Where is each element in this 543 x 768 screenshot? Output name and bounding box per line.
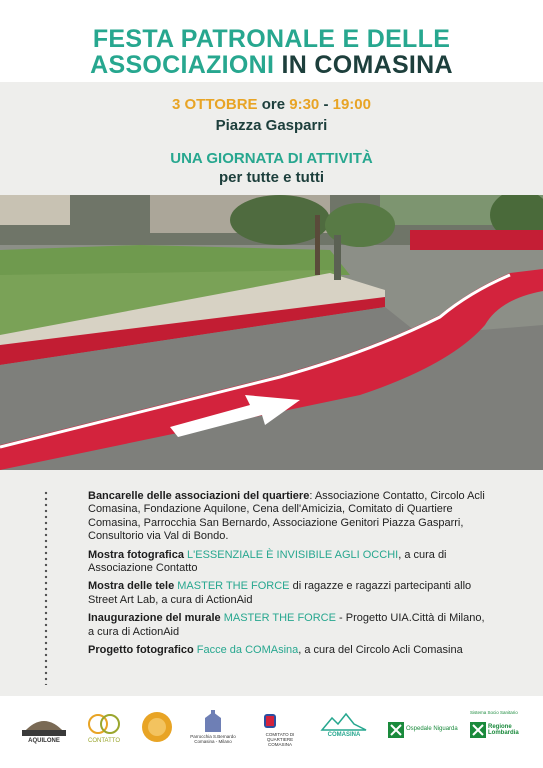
program-item: Progetto fotografico Facce da COMAsina, a cura del Circolo Acli Comasina xyxy=(88,644,463,657)
event-subtitle-2: per tutte e tutti xyxy=(219,169,324,186)
regione-logo: Sistema Socio Sanitario Regione Lombardia xyxy=(470,710,519,736)
title-line-1: FESTA PATRONALE E DELLE xyxy=(92,25,451,53)
program-item: Bancarelle delle associazioni del quartiere: Associazione Contatto, Circolo Acli Comasina, Fondazione Aquilone, Cena dell'Amicizia, Comitato di Quartiere Comasina, Parrocchia San Bernardo, Associazione Genitori Piazza Gasparri, Consultorio via Val di Bondo. xyxy=(88,490,485,543)
event-ore: ore xyxy=(257,96,290,113)
title-line-2a: ASSOCIAZIONI xyxy=(90,51,275,79)
program-item: Mostra fotografica L'ESSENZIALE È INVISIBILE AGLI OCCHI, a cura di Associazione Contatto xyxy=(88,548,447,575)
event-subtitle-1: UNA GIORNATA DI ATTIVITÀ xyxy=(170,150,373,167)
event-place: Piazza Gasparri xyxy=(215,117,328,134)
event-start: 9:30 xyxy=(289,96,320,113)
partner-logos xyxy=(0,700,543,760)
ospedale-logo: Ospedale Niguarda xyxy=(388,710,460,750)
photo-red-path xyxy=(0,195,543,470)
program-item: Inaugurazione del murale MASTER THE FORCE - Progetto UIA.Città di Milano, a cura di ActionAid xyxy=(88,612,485,638)
dotted-divider xyxy=(44,490,48,685)
event-dash: - xyxy=(319,96,333,113)
event-end: 19:00 xyxy=(332,96,371,113)
contatto-logo: CONTATTO xyxy=(84,710,124,750)
aquilone-logo: AQUILONE xyxy=(20,710,68,750)
parrocchia-logo: Parrocchia S.Bernardo Comasina - Milano xyxy=(190,710,236,750)
page-title xyxy=(0,26,543,78)
comasina-logo: COMASINA xyxy=(320,710,368,750)
event-date: 3 OTTOBRE xyxy=(171,96,258,113)
program-list xyxy=(88,490,488,662)
title-line-2b: IN COMASINA xyxy=(274,51,453,79)
program-item: Mostra delle tele MASTER THE FORCE di ragazze e ragazzi partecipanti allo Street Art Lab, a cura di ActionAid xyxy=(88,580,472,606)
event-date-time xyxy=(0,96,543,114)
comitato-logo: COMITATO DI QUARTIERE COMASINA xyxy=(258,710,302,750)
cena-amicizia-logo xyxy=(140,710,174,750)
